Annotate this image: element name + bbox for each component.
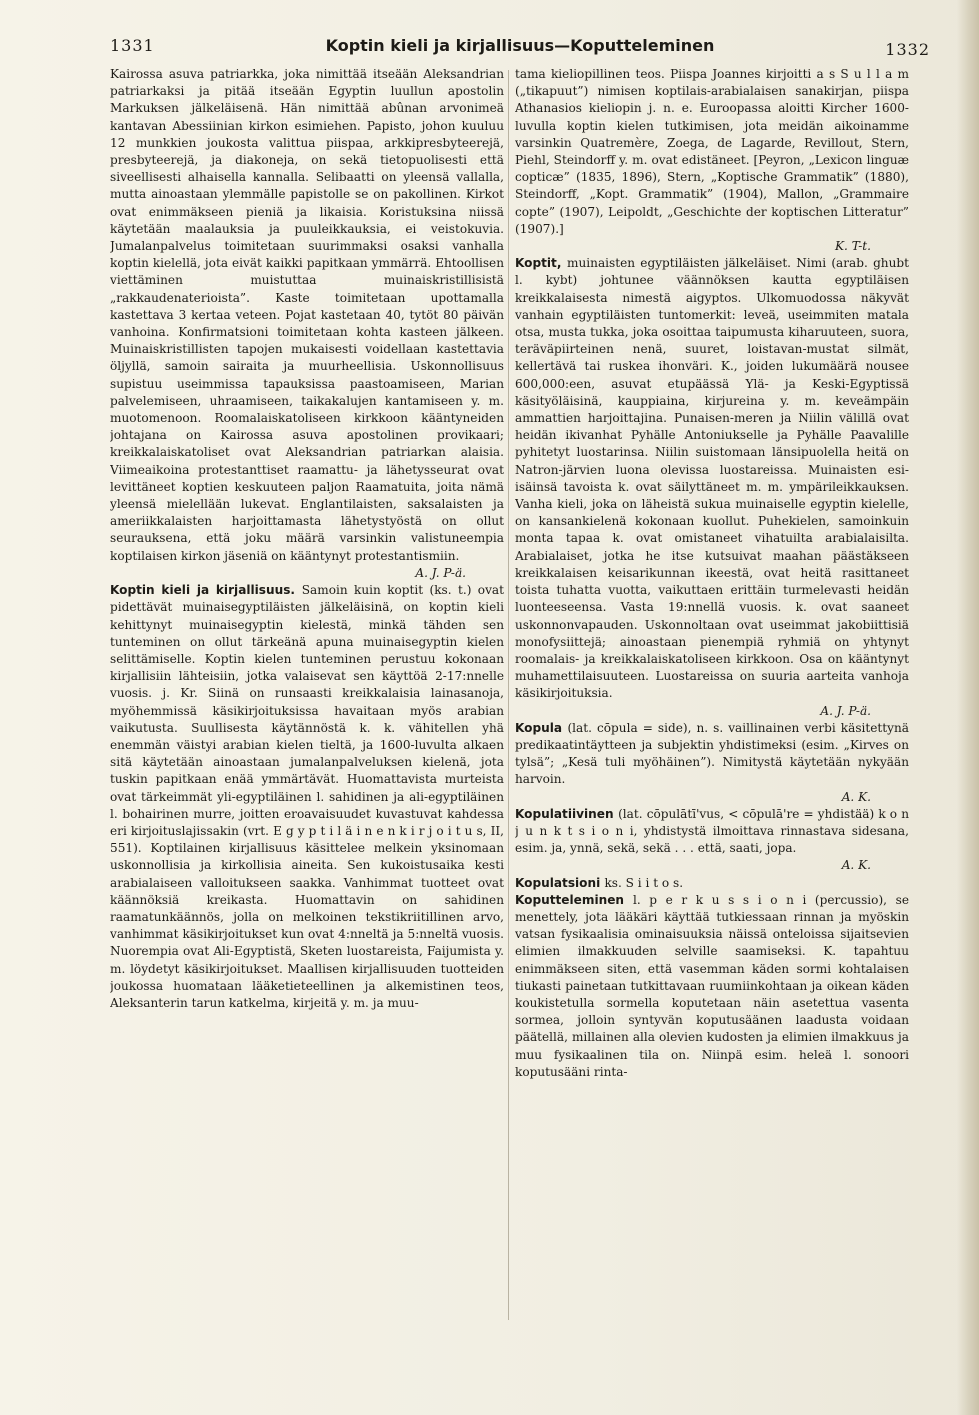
author-signature: A. J. P-ä.	[415, 565, 466, 580]
paragraph-text: muinaisten egyptiläisten jälkeläiset. Nimi (arab. ghubt l. kybt) johtunee väännöksen kautta egyptiläisen kreikkalaisesta nimestä aigyptos. Ulkomuodossa näkyvät vanhain egyptiläisten tuntomerkit: leveä, useimmiten matala otsa, musta tukka, joka osoittaa taipumusta kiharuuteen, suora, teräväpiirteinen nenä, suuret, loistavan-mustat silmät, kellertävä tai ruskea ihonväri. K., joiden lukumäärä nousee 600,000:een, asuvat etupäässä Ylä- ja Keski-Egyptissä käsityöläisinä, kauppiaina, kirjureina y. m. keveämpäin ammattien harjoittajina. Punaisen-meren ja Niilin välillä ovat heidän ikivanhat Pyhälle Antoniukselle ja Pyhälle Paavalille pyhitetyt luostarinsa. Niilin suistomaan länsipuolella heitä on Natron-järvien luona olevissa luostareissa. Muinaisten esi-isäinsä tavoista k. ovat säilyttäneet m. m. ympärileikkauksen. Vanha kieli, joka on läheistä sukua muinaiselle egyptin kielelle, on kansankielenä kokonaan kuollut. Puhekielen, samoinkuin monta tapaa k. ovat omistaneet vihatuilta arabialaisilta. Arabialaiset, jotka he itse kutsuivat maahan päästäkseen kreikkalaisen keisarikunnan ikeestä, ovat heitä rasittaneet toista tuhatta vuotta, vaikuttaen erittäin turmelevasti heidän luonteeseensa. Vasta 19:nnellä vuosis. k. ovat saaneet uskonnonvapauden. Uskonnoltaan ovat useimmat jakobiittisiä monofysiittejä; ainoastaan pienempiä ryhmiä on yhtynyt roomalais- ja kreikkalaiskatoliseen kirkkoon. Osa on kääntynyt muhamettilaisuuteen. Luostareissa on suuria aarteita vanhoja käsikirjoituksia.	[515, 256, 909, 701]
running-title: Koptin kieli ja kirjallisuus—Koputteleminen	[325, 36, 715, 55]
author-signature: A. K.	[841, 858, 871, 873]
author-signature: A. K.	[841, 789, 871, 804]
page-header	[110, 36, 930, 58]
paragraph-text: tama kieliopillinen teos. Piispa Joannes kirjoitti a s S u l l a m („tikapuut”) nimisen koptilais-arabialaisen sanakirjan, piispa Athanasios kieliopin j. n. e. Euroopassa aloitti Kircher 1600-luvulla koptin kielen tutkimisen, jota meidän aikoinamme varsinkin Quatremère, Zoega, de Lagarde, Revillout, Stern, Piehl, Steindorff y. m. ovat edistäneet. [Peyron, „Lexicon linguæ copticæ” (1835, 1896), Stern, „Koptische Grammatik” (1880), Steindorff, „Kopt. Grammatik” (1904), Mallon, „Grammaire copte” (1907), Leipoldt, „Geschichte der koptischen Litteratur” (1907).]	[515, 67, 909, 236]
entry-koptit	[515, 255, 909, 719]
entry-kopulatsioni	[515, 875, 909, 892]
paragraph-text: l. p e r k u s s i o n i (percussio), se menettely, jota lääkäri käyttää tutkiessaan rinnan ja myöskin vatsan fysikaalisia ominaisuuksia näissä onteloissa sijaitsevien elimien ilmakkuuden selville saamiseksi. K. tapahtuu enimmäkseen siten, että vasemman käden sormi kohtalaisen tiukasti painetaan tutkittavaan ruumiinkohtaan ja oikean käden koukistetulla sormella koputetaan näin asetettua vasenta sormea, jolloin syntyvän koputusäänen laadusta voidaan päätellä, millainen alla olevien kudosten ja elimien ilmakkuus ja muu fysikaalinen tila on. Niinpä esim. heleä l. sonoori koputusääni rinta-	[515, 892, 909, 1079]
page-number-left: 1331	[110, 36, 155, 55]
entry-koptin-kieli-continued	[515, 66, 909, 255]
entry-koptin-kieli	[110, 582, 504, 1012]
entry-headword: Kopulatsioni	[515, 875, 605, 890]
left-column	[110, 66, 504, 1326]
paragraph-text: (lat. cōpula = side), n. s. vaillinainen verbi käsitettynä predikaatintäytteen ja subjektin yhdistimeksi (esim. „Kirves on tylsä”; „Kesä tuli myöhäinen”). Nimitystä käytetään nykyään harvoin.	[515, 720, 909, 787]
entry-headword: Koputteleminen	[515, 892, 633, 907]
column-divider	[508, 70, 509, 1320]
entry-kopula	[515, 720, 909, 806]
entry-kopti-kirkko-continued	[110, 66, 504, 582]
paragraph-text: Kairossa asuva patriarkka, joka nimittää itseään Aleksandrian patriarkaksi ja pitää itseään Egyptin luullun apostolin Markuksen jälkeläisenä. Hän nimittää abûnan arvonimeä kantavan Abessiinian kirkon esimiehen. Papisto, johon kuuluu 12 munkkien joukosta valittua piispaa, arkkipresbyteerejä, presbyteerejä, ja diakoneja, on sekä tietopuolisesti että siveellisesti alhaisella kannalla. Selibaatti on yleensä vallalla, mutta ainoastaan ylemmälle papistolle se on pakollinen. Kirkot ovat enimmäkseen pieniä ja likaisia. Koristuksina niissä käytetään maalauksia ja puuleikkauksia, ei veistokuvia. Jumalanpalvelus toimitetaan suurimmaksi osaksi vanhalla koptin kielellä, jota eivät kaikki papitkaan ymmärrä. Ehtoollisen viettäminen muistuttaa muinaiskristillisistä „rakkaudenaterioista”. Kaste toimitetaan upottamalla kastettava 3 kertaa veteen. Pojat kastetaan 40, tytöt 80 päivän vanhoina. Konfirmatsioni toimitetaan kohta kasteen jälkeen. Muinaiskristillisten tapojen mukaisesti voidellaan kastettavia öljyllä, samoin sairaita ja muurheellisia. Uskonnollisuus supistuu useimmissa tapauksissa paastoamiseen, Marian palvelemiseen, uhraamiseen, taikakalujen kantamiseen y. m. muotomenoon. Roomalaiskatoliseen kirkkoon kääntyneiden johtajana on Kairossa asuva apostolinen provikaari; kreikkalaiskatoliset ovat Aleksandrian patriarkan alaisia. Viimeaikoina protestanttiset raamattu- ja lähetysseurat ovat levittäneet koptien keskuuteen paljon Raamatuita, joita nämä yleensä mielellään lukevat. Englantilaisten, saksalaisten ja ameriikkalaisten harjoittamasta lähetystyöstä on ollut seurauksena, että joku määrä varsinkin valistuneempia koptilaisen kirkon jäseniä on kääntynyt protestantismiin.	[110, 67, 504, 563]
paragraph-text: Samoin kuin koptit (ks. t.) ovat pidettävät muinaisegyptiläisten jälkeläisinä, on koptin kieli kehittynyt muinaisegyptin kielestä, minkä tähden sen tunteminen on ollut tärkeänä apuna muinaisegyptin kielen selittämiselle. Koptin kielen tunteminen perustuu kokonaan kirjallisiin lähteisiin, jotka valaisevat sen käyttöä 2-17:nnelle vuosis. j. Kr. Siinä on runsaasti kreikkalaisia lainasanoja, myöhemmissä käsikirjoituksissa havaitaan myös arabian vaikutusta. Suullisesta käytännöstä k. k. vähitellen yhä enemmän väistyi arabian kielen tieltä, ja 1600-luvulta alkaen sitä käytetään ainoastaan jumalanpalveluksen kielenä, jota tuskin papitkaan enää ymmärtävät. Huomattavista murteista ovat tärkeimmät yli-egyptiläinen l. sahidinen ja ali-egyptiläinen l. bohairinen murre, joitten eroavaisuudet kuvastuvat kahdessa eri kirjoituslajissakin (vrt. E g y p t i l ä i n e n k i r j o i t u s, II, 551). Koptilainen kirjallisuus käsittelee melkein yksinomaan uskonnollisia ja kirkollisia aineita. Sen kukoistusaika kesti arabialaiseen valloitukseen saakka. Vanhimmat tuotteet ovat käännöksiä kreikasta. Huomattavin on sahidinen raamatunkäännös, jolla on melkoinen tekstikriitillinen arvo, vanhimmat käsikirjoitukset kun ovat 4:nneltä ja 5:nneltä vuosis. Nuorempia ovat Ali-Egyptistä, Sketen luostareista, Faijumista y. m. löydetyt käsikirjoitukset. Maallisen kirjallisuuden tuotteiden joukossa huomataan lääketieteellinen ja alkemistinen teos, Aleksanterin tarun katkelma, kirjeitä y. m. ja muu-	[110, 583, 504, 1010]
paragraph-text: ks. S i i t o s.	[604, 875, 684, 890]
entry-kopulatiivinen	[515, 806, 909, 875]
paragraph-text: (lat. cōpulātī'vus, < cōpulā're = yhdistää) k o n j u n k t s i o n i, yhdistystä ilmoittava rinnastava sidesana, esim. ja, ynnä, sekä, sekä . . . että, saati, jopa.	[515, 806, 909, 856]
entry-headword: Koptit,	[515, 256, 568, 271]
author-signature: A. J. P-ä.	[820, 703, 871, 718]
entry-headword: Kopulatiivinen	[515, 806, 619, 821]
entry-headword: Koptin kieli ja kirjallisuus.	[110, 583, 302, 598]
entry-koputteleminen	[515, 892, 909, 1081]
author-signature: K. T-t.	[834, 239, 871, 254]
page-edge-shadow	[957, 0, 979, 1415]
right-column	[515, 66, 909, 1326]
entry-headword: Kopula	[515, 720, 568, 735]
page-number-right: 1332	[885, 40, 930, 59]
